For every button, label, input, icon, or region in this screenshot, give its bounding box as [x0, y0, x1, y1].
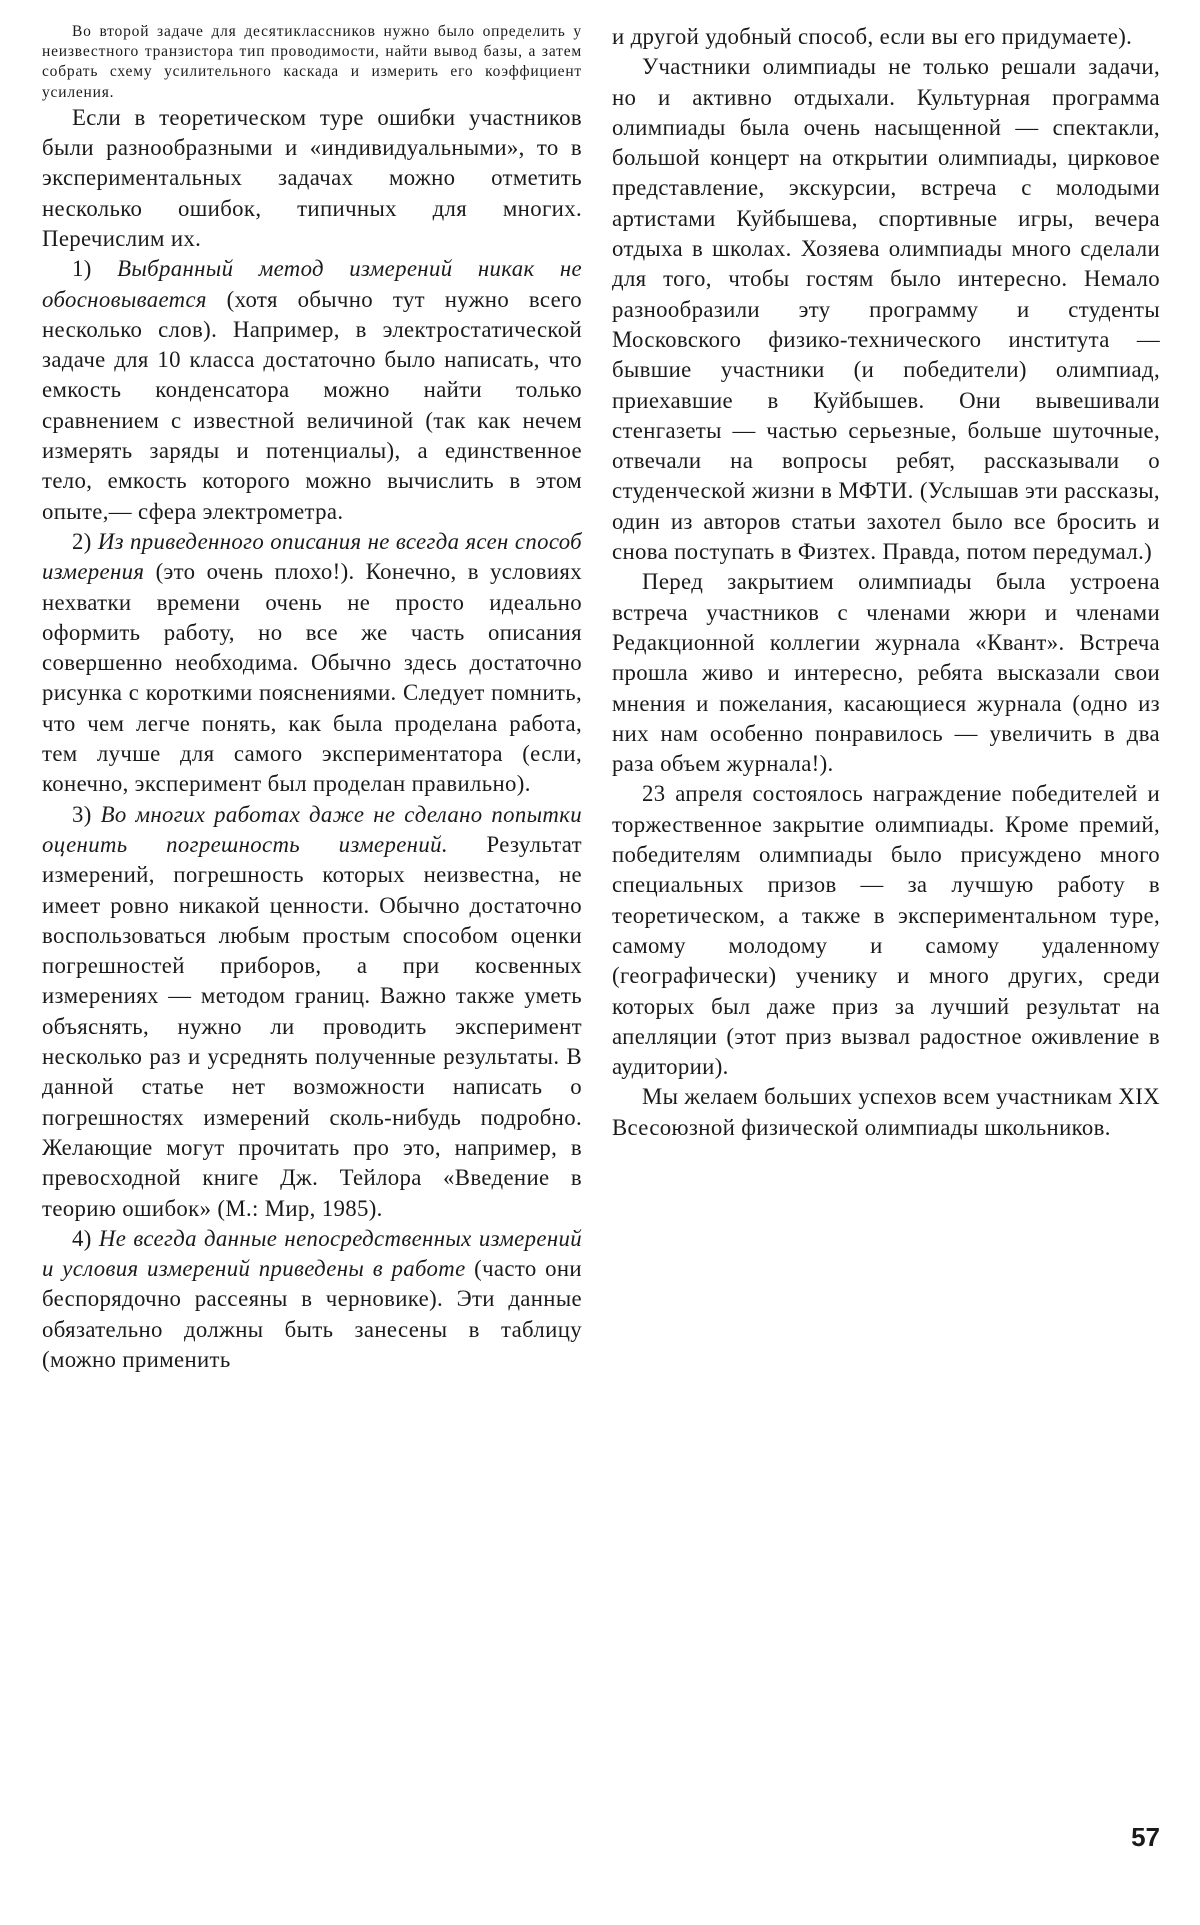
- error-item-3-emphasis: Во многих работах даже не сделано попытки оценить погрешность измерений.: [42, 801, 582, 857]
- meeting-paragraph: Перед закрытием олимпиады была устроена встреча участников с членами жюри и членами Редакционной коллегии журнала «Квант». Встреча прошла живо и интересно, ребята высказали свои мнения и пожелания, касающиеся журнала (одно из них нам особенно понравилось — увеличить в два раза объем журнала!).: [612, 569, 1160, 777]
- error-item-2-text: (это очень плохо!). Конечно, в условиях нехватки времени очень не просто идеально оформить работу, но все же часть описания совершенно необходима. Обычно здесь достаточно рисунка с короткими пояснениями. Следует помнить, что чем легче понять, как была проделана работа, тем лучше для самого экспериментатора (если, конечно, эксперимент был проделан правильно).: [42, 559, 582, 797]
- closing-wishes-paragraph: Мы желаем больших успехов всем участникам XIX Всесоюзной физической олимпиады школьников.: [612, 1084, 1160, 1140]
- error-item-2-emphasis: Из приведенного описания не всегда ясен способ измерения: [42, 528, 582, 585]
- error-item-2: [42, 527, 582, 800]
- leisure-paragraph: Участники олимпиады не только решали задачи, но и активно отдыхали. Культурная программа олимпиады была очень насыщенной — спектакли, большой концерт на открытии олимпиады, цирковое представление, экскурсии, встреча с молодыми артистами Куйбышева, спортивные игры, вечера отдыха в школах. Хозяева олимпиады много сделали для того, чтобы гостям было интересно. Немало разнообразили эту программу и студенты Московского физико-технического института — бывшие участники (и победители) олимпиад, приехавшие в Куйбышев. Они вывешивали стенгазеты — частью серьезные, больше шуточные, отвечали на вопросы ребят, рассказывали о студенческой жизни в МФТИ. (Услышав эти рассказы, один из авторов статьи захотел было все бросить и снова поступать в Физтех. Правда, потом передумал.): [612, 54, 1160, 565]
- error-item-1-text: (хотя обычно тут нужно всего несколько слов). Например, в электростатической задаче для 10 класса достаточно было написать, что емкость конденсатора можно найти только сравнением с известной величиной (так как нечем измерять заряды и потенциалы), а единственное тело, емкость которого можно вычислить в этом опыте,— сфера электрометра.: [42, 286, 582, 524]
- page-number: 57: [1131, 1822, 1160, 1852]
- error-item-1-emphasis: Выбранный метод измерений никак не обосновывается: [42, 256, 582, 312]
- right-column: [612, 22, 1160, 1143]
- error-item-4-text: (часто они беспорядочно рассеяны в черновике). Эти данные обязательно должны быть занесены в таблицу (можно применить: [42, 1256, 582, 1372]
- awards-paragraph: 23 апреля состоялось награждение победителей и торжественное закрытие олимпиады. Кроме премий, победителям олимпиады было присуждено много специальных призов — за лучшую работу в теоретическом, а также в экспериментальном туре, самому молодому и самому удаленному (географически) ученику и много других, среди которых был даже приз за лучший результат на апелляции (этот приз вызвал радостное оживление в аудитории).: [612, 781, 1160, 1080]
- error-item-3-text: Результат измерений, погрешность которых неизвестна, не имеет ровно никакой ценности. Обычно достаточно воспользоваться любым простым способом оценки погрешностей приборов, а при косвенных измерениях — методом границ. Важно также уметь объяснять, нужно ли проводить эксперимент несколько раз и усреднять полученные результаты. В данной статье нет возможности написать о погрешностях измерений сколь-нибудь подробно. Желающие могут прочитать про это, например, в превосходной книге Дж. Тейлора «Введение в теорию ошибок» (М.: Мир, 1985).: [42, 831, 582, 1221]
- intro-paragraph: Во второй задаче для десятиклассников нужно было определить у неизвестного транзистора тип проводимости, найти вывод базы, а затем собрать схему усилительного каскада и измерить его коэффициент усиления.: [42, 23, 582, 101]
- continued-paragraph: и другой удобный способ, если вы его придумаете).: [612, 24, 1133, 49]
- error-item-1-number: 1): [72, 256, 92, 282]
- error-item-3-number: 3): [72, 801, 92, 827]
- error-item-4-number: 4): [72, 1225, 92, 1251]
- errors-intro-paragraph: Если в теоретическом туре ошибки участников были разнообразными и «индивидуальными», то в экспериментальных задачах можно отметить несколько ошибок, типичных для многих. Перечислим их.: [42, 104, 582, 251]
- error-item-4-emphasis: Не всегда данные непосредственных измерений и условия измерений приведены в работе: [42, 1225, 582, 1282]
- left-column: [42, 22, 582, 1375]
- error-item-3: [42, 800, 582, 1224]
- error-item-2-number: 2): [72, 528, 92, 554]
- error-item-4: [42, 1224, 582, 1375]
- error-item-1: [42, 254, 582, 527]
